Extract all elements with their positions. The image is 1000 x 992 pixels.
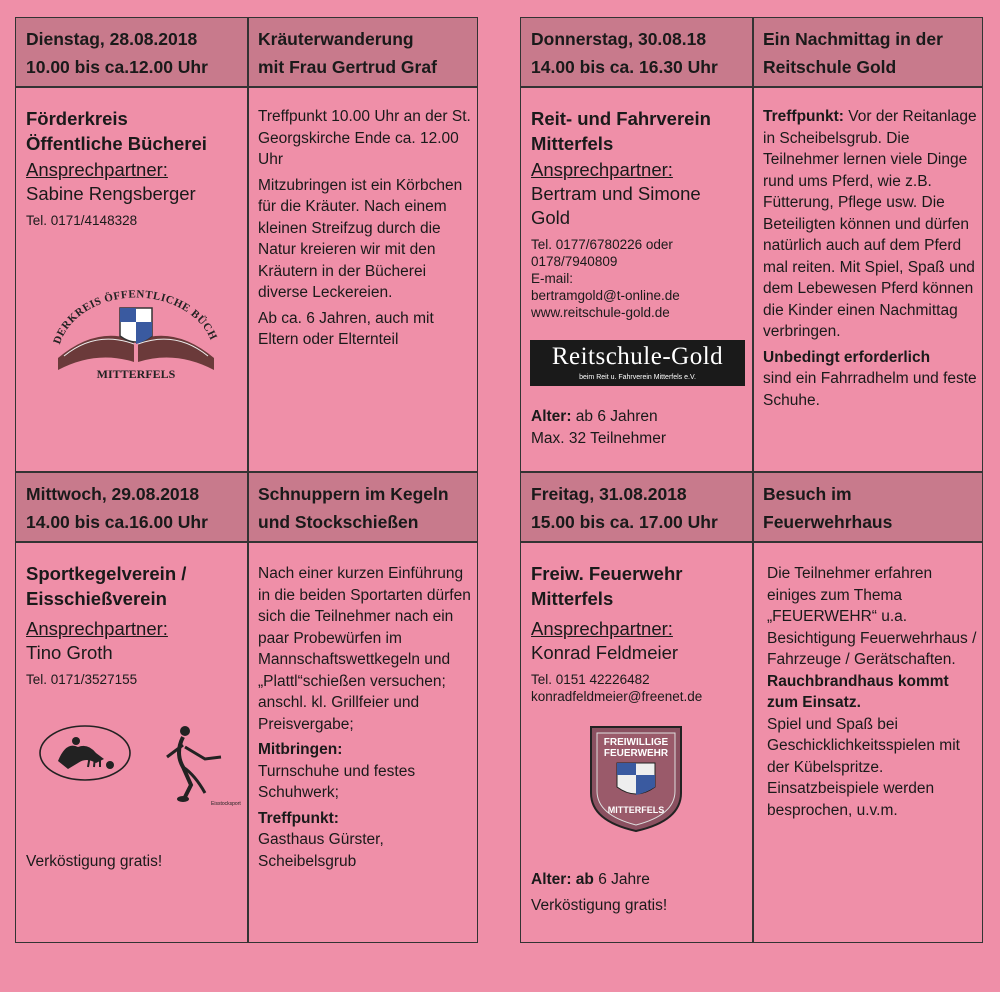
event-description	[767, 563, 979, 821]
age-info	[531, 869, 746, 917]
organizer-name: Öffentliche Bücherei	[26, 133, 207, 154]
event-title	[258, 18, 473, 81]
event-date: Freitag, 31.08.2018	[531, 484, 687, 504]
email-address: bertramgold@t-online.de	[531, 288, 680, 303]
left-panel	[15, 17, 478, 943]
catering-note: Verköstigung gratis!	[26, 853, 163, 870]
contact-name: Bertram und Simone	[531, 183, 701, 204]
description-paragraph: Nach einer kurzen Einführung in die beiden Sportarten dürfen sich die Teilnehmer nach ein paar Probewürfen im Mannschaftswettkegeln und „Plattl“schießen versuchen; anschl. kl. Grillfeier und Preisvergabe;	[258, 565, 471, 733]
organizer-name: Mitterfels	[531, 133, 614, 154]
event-time: 15.00 bis ca. 17.00 Uhr	[531, 512, 718, 532]
contact-label: Ansprechpartner:	[531, 618, 673, 639]
age-info	[531, 406, 746, 450]
age-label: Alter:	[531, 408, 572, 425]
contact-name: Konrad Feldmeier	[531, 642, 679, 663]
requirement-label: Unbedingt erforderlich	[763, 348, 931, 366]
bring-label: Mitbringen:	[258, 741, 343, 758]
organizer-name: Eisschießverein	[26, 588, 167, 609]
logo-title: Reitschule-Gold	[551, 343, 724, 370]
description-text: Die Teilnehmer erfahren einiges zum Thema „FEUERWEHR“ u.a. Besichtigung Feuerwehrhaus / Fahrzeuge / Gerätschaften.	[767, 565, 977, 668]
event-description	[763, 106, 978, 411]
age-label: Alter: ab	[531, 871, 594, 888]
event-title-line: Reitschule Gold	[763, 57, 897, 77]
feuerwehr-logo	[587, 723, 685, 838]
event-title-line: Kräuterwanderung	[258, 29, 414, 49]
description-text: Spiel und Spaß bei Geschicklichkeitsspielen mit der Kübelspritze. Einsatzbeispiele werden besprochen, u.v.m.	[767, 715, 960, 819]
event-date-time	[26, 18, 246, 81]
event-title-line: Feuerwehrhaus	[763, 512, 893, 532]
contact-label: Ansprechpartner:	[26, 159, 168, 180]
organizer-name: Mitterfels	[531, 588, 614, 609]
svg-text:FREIWILLIGE: FREIWILLIGE	[603, 737, 669, 748]
bring-text: Turnschuhe und festes Schuhwerk;	[258, 762, 416, 801]
event-title-line: mit Frau Gertrud Graf	[258, 57, 437, 77]
event-time: 14.00 bis ca. 16.30 Uhr	[531, 57, 718, 77]
max-participants: Max. 32 Teilnehmer	[531, 430, 666, 447]
event-date-time	[531, 473, 751, 536]
email-address: konradfeldmeier@freenet.de	[531, 689, 703, 704]
event-date: Dienstag, 28.08.2018	[26, 29, 198, 49]
requirement-text: sind ein Fahrradhelm und feste Schuhe.	[763, 370, 977, 409]
phone-number: Tel. 0171/4148328	[26, 213, 138, 228]
meet-text: Gasthaus Gürster, Scheibelsgrub	[258, 831, 384, 870]
event-date-time	[26, 473, 246, 536]
event-title-line: und Stockschießen	[258, 512, 419, 532]
age-text: 6 Jahre	[598, 871, 650, 888]
organizer-name: Förderkreis	[26, 108, 128, 129]
organizer-info	[26, 106, 241, 229]
phone-number: Tel. 0171/3527155	[26, 672, 138, 687]
organizer-info	[531, 106, 746, 321]
kegel-logo	[38, 723, 133, 788]
event-title-line: Schnuppern im Kegeln	[258, 484, 449, 504]
event-date: Mittwoch, 29.08.2018	[26, 484, 200, 504]
description-paragraph: Treffpunkt 10.00 Uhr an der St. Georgskirche Ende ca. 12.00 Uhr	[258, 108, 471, 168]
event-title	[258, 473, 473, 536]
eisstock-logo	[161, 723, 241, 813]
meet-label: Treffpunkt:	[763, 108, 844, 125]
event-date: Donnerstag, 30.08.18	[531, 29, 707, 49]
foerderkreis-logo	[46, 266, 226, 391]
contact-label: Ansprechpartner:	[531, 159, 673, 180]
event-title	[763, 18, 978, 81]
email-label: E-mail:	[531, 271, 574, 286]
contact-label: Ansprechpartner:	[26, 618, 168, 639]
phone-number: 0178/7940809	[531, 254, 618, 269]
meet-text: Vor der Reitanlage in Scheibelsgrub. Die Teilnehmer lernen viele Dinge rund ums Pferd, wie z.B. Fütterung, Pflege usw. Die Beteiligten können und dürfen natürlich auch auf dem Pferd mal reiten. Mit Spiel, Spaß und dem Lebewesen Pferd können die Kinder einen Nachmittag verbringen.	[763, 108, 977, 340]
event-description	[258, 563, 473, 876]
description-paragraph: Ab ca. 6 Jahren, auch mit Eltern oder Elternteil	[258, 309, 434, 348]
description-highlight: Rauchbrandhaus kommt zum Einsatz.	[767, 672, 949, 711]
phone-number: Tel. 0177/6780226 oder	[531, 237, 673, 252]
description-paragraph: Mitzubringen ist ein Körbchen für die Kräuter. Nach einem kleinen Streifzug durch die Natur kreieren wir mit den Kräutern in der Bücherei diverse Leckereien.	[258, 176, 463, 301]
organizer-info	[26, 561, 241, 688]
svg-text:FEUERWEHR: FEUERWEHR	[603, 748, 669, 759]
event-title	[763, 473, 978, 536]
right-panel	[520, 17, 983, 943]
event-time: 14.00 bis ca.16.00 Uhr	[26, 512, 208, 532]
reitschule-logo	[530, 340, 745, 386]
event-title-line: Besuch im	[763, 484, 852, 504]
svg-text:MITTERFELS: MITTERFELS	[607, 805, 665, 815]
age-text: ab 6 Jahren	[575, 408, 658, 425]
contact-name: Tino Groth	[26, 642, 113, 663]
organizer-name: Sportkegelverein /	[26, 563, 187, 584]
phone-number: Tel. 0151 42226482	[531, 672, 650, 687]
svg-text:Eisstocksport: Eisstocksport	[211, 801, 241, 807]
website: www.reitschule-gold.de	[531, 305, 670, 320]
logo-subtitle: beim Reit u. Fahrverein Mitterfels e.V.	[579, 374, 696, 381]
event-description	[258, 106, 473, 355]
svg-text:FÖRDERKREIS ÖFFENTLICHE BÜCHER: DERKREIS ÖFFENTLICHE BÜCH	[51, 288, 220, 346]
event-title-line: Ein Nachmittag in der	[763, 29, 943, 49]
event-time: 10.00 bis ca.12.00 Uhr	[26, 57, 208, 77]
organizer-name: Reit- und Fahrverein	[531, 108, 711, 129]
event-date-time	[531, 18, 751, 81]
meet-label: Treffpunkt:	[258, 809, 339, 827]
organizer-info	[531, 561, 746, 705]
contact-name: Gold	[531, 207, 571, 228]
contact-name: Sabine Rengsberger	[26, 183, 196, 204]
svg-text:MITTERFELS: MITTERFELS	[96, 367, 176, 381]
organizer-name: Freiw. Feuerwehr	[531, 563, 683, 584]
catering-note: Verköstigung gratis!	[531, 897, 668, 914]
